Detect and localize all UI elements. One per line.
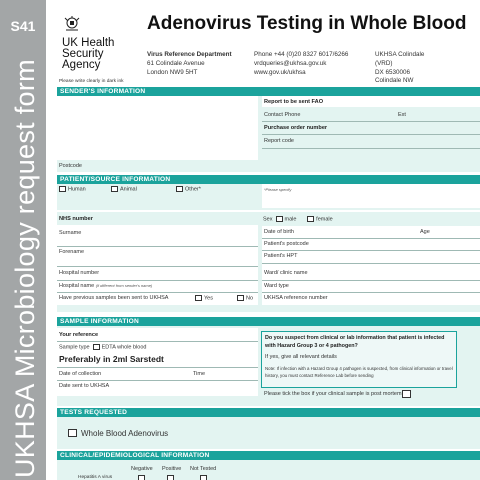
col-negative: Negative [131,466,153,472]
source-human[interactable] [59,186,86,192]
section-sample: SAMPLE INFORMATION [57,317,480,326]
postal-line-3: DX 6530006 [375,68,411,76]
previous-no[interactable] [237,295,253,301]
nhs-label: NHS number [59,216,93,222]
form-title: Adenovirus Testing in Whole Blood [147,13,467,34]
divider [57,380,258,381]
hospital-name-note: (if different from sender's name) [95,283,153,288]
hazard-box [261,331,457,388]
contact-web: www.gov.uk/ukhsa [254,68,306,76]
ward-label: Ward/ clinic name [264,270,308,276]
section-sender: SENDER'S INFORMATION [57,87,480,96]
ward-type-label: Ward type [264,283,289,289]
please-specify-label: *Please specify [264,187,292,192]
divider [57,266,258,267]
human-checkbox[interactable] [59,186,66,192]
hazard-note: Note: If infection with a Hazard Group 4 pathogen is suspected, from clinical information or travel history, you must contact Reference Lab before sending [265,366,453,378]
section-patient-source: PATIENT/SOURCE INFORMATION [57,175,480,184]
divider [262,280,480,281]
divider [262,238,480,239]
hazard-give-details: If yes, give all relevant details [265,354,337,360]
other-checkbox[interactable] [176,186,183,192]
side-title: UKHSA Microbiology request form [10,59,40,478]
sex-field [263,216,333,222]
post-mortem-checkbox[interactable] [402,390,411,398]
forename-label: Forename [59,249,85,255]
whole-blood-adenovirus-label: Whole Blood Adenovirus [81,429,169,438]
divider [57,367,258,368]
female-label: female [316,216,333,223]
divider [262,250,480,251]
female-checkbox[interactable] [307,216,314,222]
whole-blood-adenovirus-checkbox[interactable] [68,429,77,437]
post-mortem-label: Please tick the box if your clinical sample is post mortem [264,391,402,397]
sender-postcode-label: Postcode [59,163,82,169]
animal-label: Animal [120,186,137,193]
report-code-label: Report code [264,138,294,144]
hospital-name-label [59,283,152,289]
animal-checkbox[interactable] [111,186,118,192]
yes-label: Yes [204,295,213,302]
date-collection-label: Date of collection [59,371,102,377]
ukhsa-ref-label: UKHSA reference number [264,295,328,301]
hpt-label: Patient's HPT [264,253,298,259]
divider [262,134,480,135]
purchase-order-label: Purchase order number [264,125,328,131]
human-label: Human [68,186,86,193]
divider [262,292,480,293]
hospital-name-text: Hospital name [59,283,95,289]
side-bar [0,0,46,480]
divider [57,292,258,293]
contact-email: vrdqueries@ukhsa.gov.uk [254,59,327,67]
patient-postcode-label: Patient's postcode [264,241,309,247]
no-label: No [246,295,254,302]
contact-phone: Phone +44 (0)20 8327 6017/6266 [254,51,349,58]
postal-line-2: (VRD) [375,59,393,67]
logo-line-1: UK Health [62,37,115,49]
age-label: Age [420,229,430,235]
divider [262,263,480,264]
contact-phone-label: Contact Phone [264,112,301,118]
yes-checkbox[interactable] [195,295,202,301]
edta-checkbox[interactable] [93,344,100,350]
male-label: male [284,216,297,223]
report-fao-label: Report to be sent FAO [264,99,324,105]
divider [57,341,258,342]
divider [57,246,258,247]
lab-contact [254,51,348,77]
date-sent-label: Date sent to UKHSA [59,383,110,389]
your-reference-label: Your reference [59,332,99,338]
address-line-1: 61 Colindale Avenue [147,59,205,67]
dob-label: Date of birth [264,229,294,235]
logo-line-3: Agency [62,59,101,71]
clinical-panel [57,460,480,480]
hepatitis-a-label: Hepatitis A virus [78,475,113,480]
preferably-label: Preferably in 2ml Sarstedt [59,354,164,364]
please-specify-field[interactable] [262,184,480,208]
sender-address-field[interactable] [57,96,258,160]
section-tests: TESTS REQUESTED [57,408,480,417]
royal-crest-icon [62,14,82,32]
male-checkbox[interactable] [276,216,283,222]
sex-label: Sex [263,216,273,223]
divider [262,121,480,122]
divider [57,280,258,281]
hospital-number-label: Hospital number [59,270,100,276]
ext-label: Ext [398,112,406,118]
hepatitis-a-not-tested-checkbox[interactable] [200,475,207,480]
postal-line-1: UKHSA Colindale [375,51,425,58]
other-label: Other* [185,186,201,193]
source-other[interactable] [176,186,201,192]
previous-yes[interactable] [195,295,213,301]
patient-name-fields[interactable] [57,225,258,305]
section-clinical: CLINICAL/EPIDEMIOLOGICAL INFORMATION [57,451,480,460]
hepatitis-a-negative-checkbox[interactable] [138,475,145,480]
logo-line-2: Security [62,48,104,60]
hazard-question: Do you suspect from clinical or lab information that patient is infected with Hazard Group 3 or 4 pathogen? [265,335,445,349]
sample-type-value: EDTA whole blood [101,344,147,351]
ukhsa-logo [62,14,142,71]
source-animal[interactable] [111,186,137,192]
postal-address [375,51,424,86]
form-code: S41 [10,18,36,34]
sample-type-field [59,344,146,350]
previous-samples-label: Have previous samples been sent to UKHSA [59,295,169,301]
address-line-2: London NW9 5HT [147,68,198,76]
col-not-tested: Not Tested [190,466,217,472]
sample-type-label: Sample type [59,344,90,351]
surname-label: Surname [59,230,82,236]
hepatitis-a-positive-checkbox[interactable] [167,475,174,480]
lab-address [147,51,232,77]
dept-name: Virus Reference Department [147,51,232,58]
divider [262,148,480,149]
col-positive: Positive [162,466,182,472]
no-checkbox[interactable] [237,295,244,301]
time-label: Time [193,371,206,377]
dark-ink-note: Please write clearly in dark ink [59,79,124,84]
postal-line-4: Colindale NW [375,77,414,85]
